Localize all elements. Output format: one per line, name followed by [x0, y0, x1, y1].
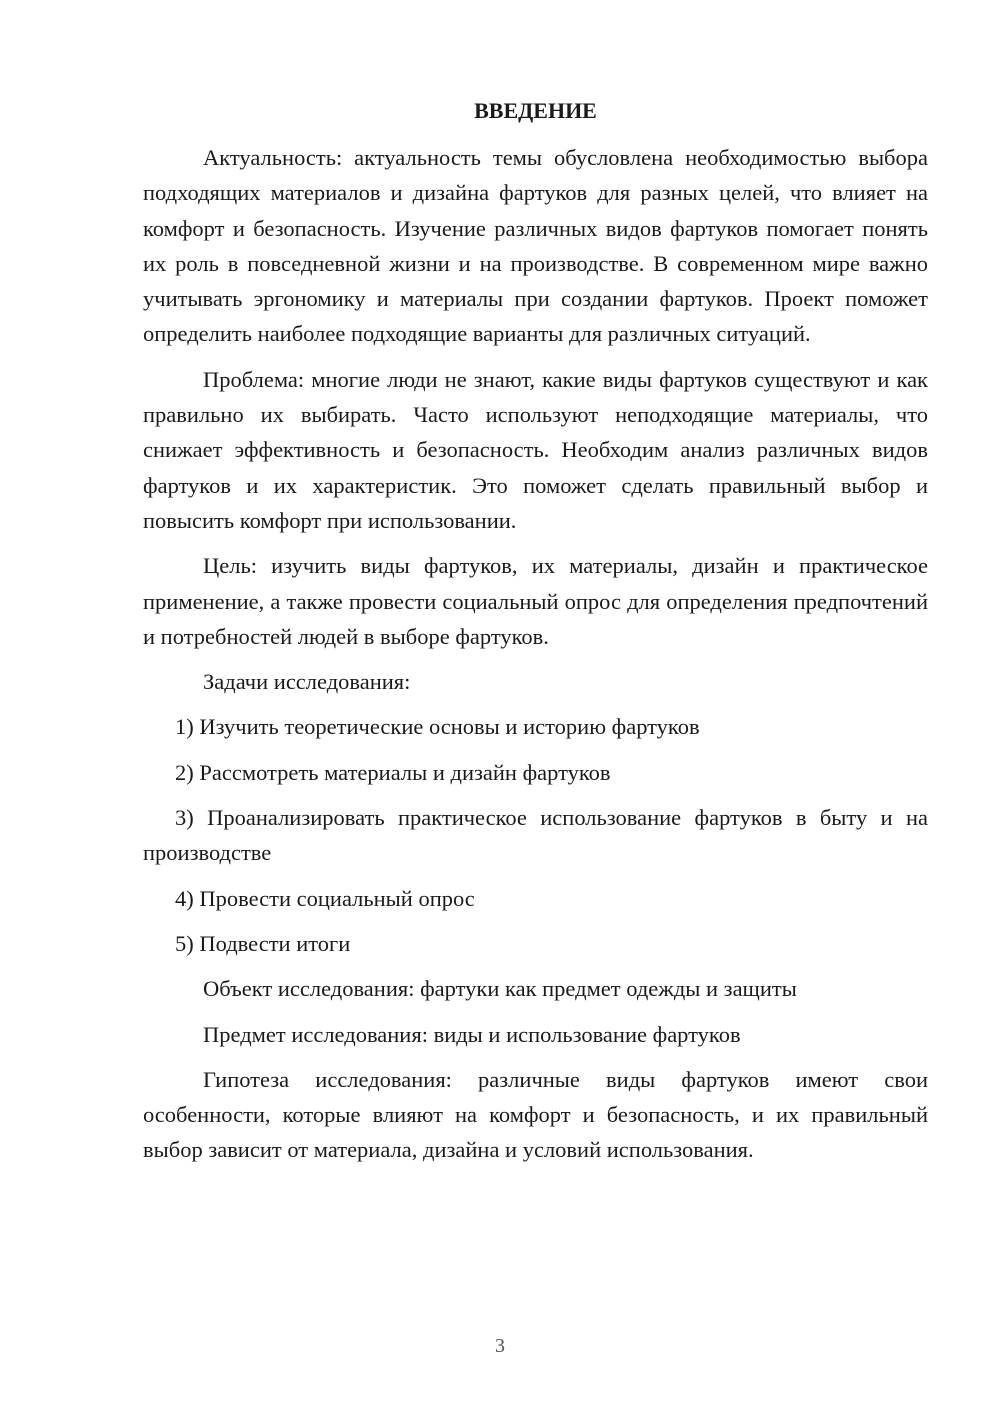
hypothesis-paragraph: Гипотеза исследования: различные виды фартуков имеют свои особенности, которые влияют на комфорт и безопасность, и их правильный выбор зависит от материала, дизайна и условий использования. [143, 1066, 928, 1163]
task-item-4: 4) Провести социальный опрос [175, 885, 475, 911]
task-item-2: 2) Рассмотреть материалы и дизайн фартуков [175, 759, 611, 785]
problem-paragraph: Проблема: многие люди не знают, какие виды фартуков существуют и как правильно их выбирать. Часто используют неподходящие материалы, что снижает эффективность и безопасность. Необходим анализ различных видов фартуков и их характеристик. Это поможет сделать правильный выбор и повысить комфорт при использовании. [143, 366, 928, 533]
task-item-1: 1) Изучить теоретические основы и историю фартуков [175, 714, 700, 740]
page-number: 3 [495, 1335, 505, 1357]
tasks-heading: Задачи исследования: [203, 669, 411, 695]
subject-line: Предмет исследования: виды и использование фартуков [203, 1021, 741, 1047]
relevance-paragraph: Актуальность: актуальность темы обусловлена необходимостью выбора подходящих материалов и дизайна фартуков для разных целей, что влияет на комфорт и безопасность. Изучение различных видов фартуков помогает понять их роль в повседневной жизни и на производстве. В современном мире важно учитывать эргономику и материалы при создании фартуков. Проект поможет определить наиболее подходящие варианты для различных ситуаций. [143, 145, 928, 347]
task-item-5: 5) Подвести итоги [175, 930, 351, 956]
document-page [143, 94, 928, 1178]
task-item-3: 3) Проанализировать практическое использование фартуков в быту и на производстве [143, 805, 928, 866]
goal-paragraph: Цель: изучить виды фартуков, их материалы, дизайн и практическое применение, а также провести социальный опрос для определения предпочтений и потребностей людей в выборе фартуков. [143, 553, 928, 649]
object-line: Объект исследования: фартуки как предмет одежды и защиты [203, 976, 797, 1002]
section-title: ВВЕДЕНИЕ [474, 98, 597, 123]
